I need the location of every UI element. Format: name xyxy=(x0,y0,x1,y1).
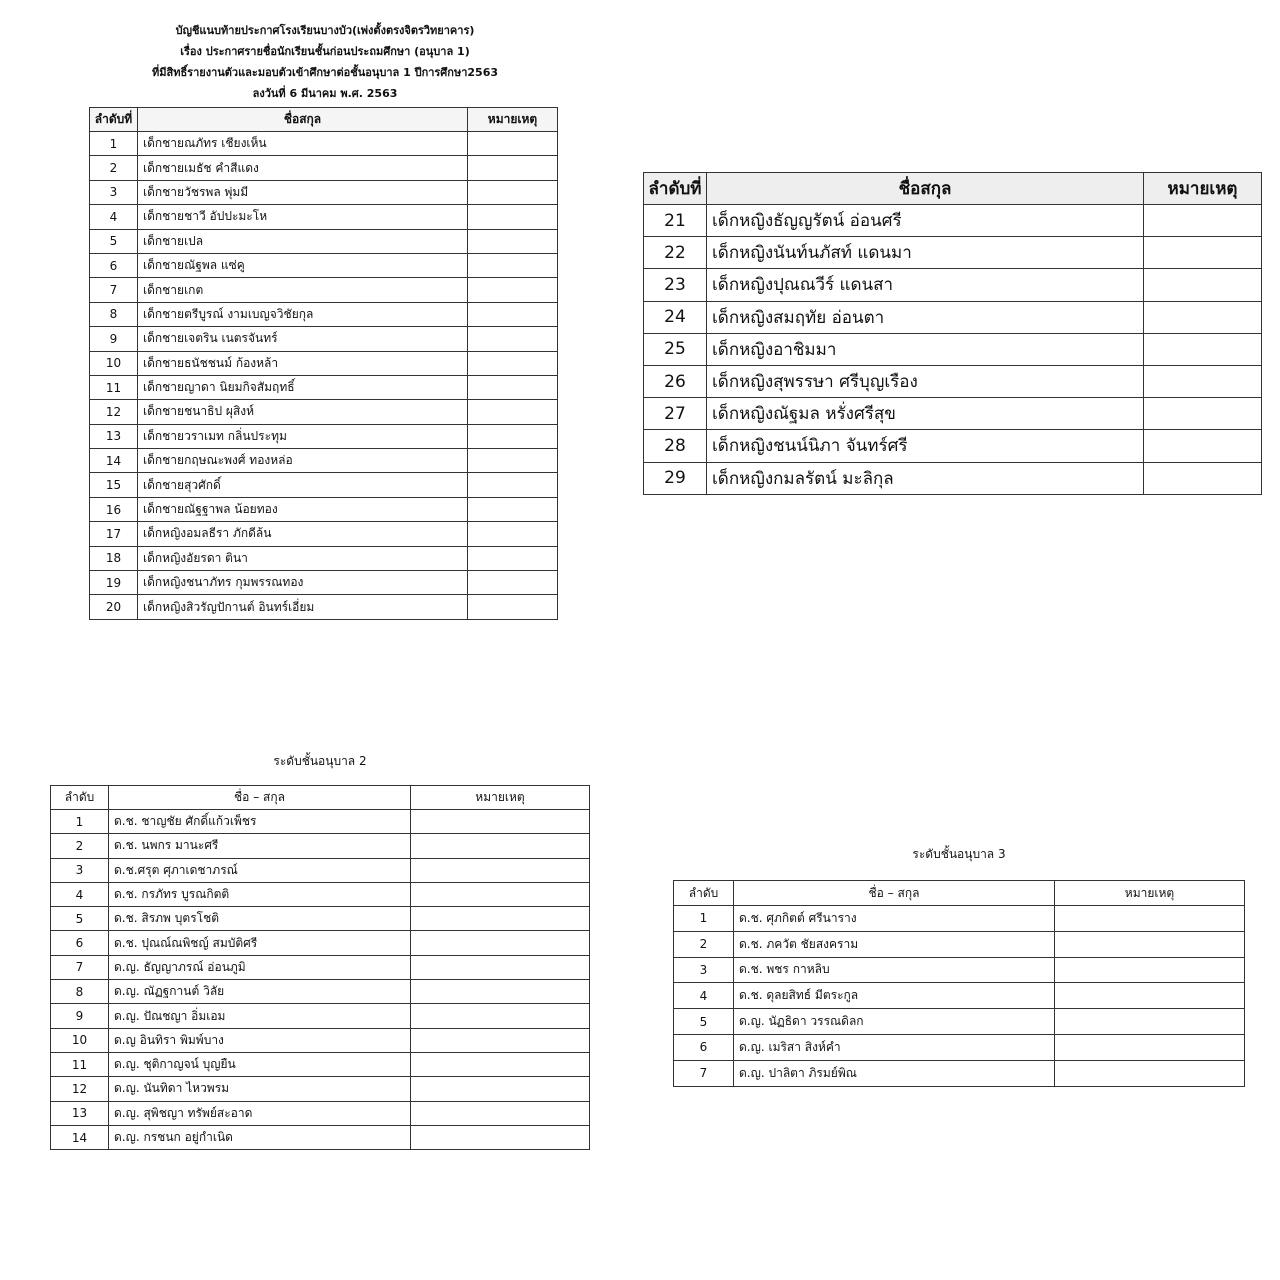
student-name: ด.ญ. ธัญญาภรณ์ อ่อนภูมิ xyxy=(109,955,411,979)
table-row xyxy=(90,571,558,595)
table-row xyxy=(674,957,1245,983)
header-line-3: ที่มีสิทธิ์รายงานตัวและมอบตัวเข้าศึกษาต่อชั้นอนุบาล 1 ปีการศึกษา2563 xyxy=(151,66,498,79)
table-row xyxy=(90,522,558,546)
announcement-header xyxy=(90,20,560,104)
table-row xyxy=(90,375,558,399)
table-row xyxy=(644,269,1262,301)
column-header-note: หมายเหตุ xyxy=(1144,173,1262,205)
table-row xyxy=(644,301,1262,333)
row-number: 1 xyxy=(51,810,109,834)
table-row xyxy=(644,205,1262,237)
table-row xyxy=(51,1028,590,1052)
row-number: 2 xyxy=(674,931,734,957)
table-row xyxy=(90,400,558,424)
table-row xyxy=(51,1101,590,1125)
row-note xyxy=(1055,931,1245,957)
row-number: 9 xyxy=(90,327,138,351)
student-name: ด.ช. ปุณณ์ณพิชญ์ สมบัติศรี xyxy=(109,931,411,955)
row-number: 3 xyxy=(90,180,138,204)
row-number: 14 xyxy=(51,1125,109,1149)
student-name: เด็กหญิงสุพรรษา ศรีบุญเรือง xyxy=(707,365,1144,397)
anubal1-cont-table-wrapper xyxy=(643,172,1262,495)
row-note xyxy=(468,449,558,473)
row-note xyxy=(1144,333,1262,365)
row-number: 12 xyxy=(90,400,138,424)
student-name: เด็กชายเกต xyxy=(138,278,468,302)
row-note xyxy=(411,858,590,882)
row-note xyxy=(468,497,558,521)
row-number: 10 xyxy=(90,351,138,375)
column-header-name: ชื่อสกุล xyxy=(138,108,468,132)
student-name: เด็กหญิงปุณณวีร์ แดนสา xyxy=(707,269,1144,301)
row-number: 19 xyxy=(90,571,138,595)
table-row xyxy=(674,1060,1245,1086)
row-note xyxy=(468,253,558,277)
table-row xyxy=(90,327,558,351)
row-note xyxy=(1144,462,1262,494)
student-name: เด็กหญิงชนน์นิภา จันทร์ศรี xyxy=(707,430,1144,462)
column-header-name: ชื่อ – สกุล xyxy=(109,786,411,810)
table-row xyxy=(90,302,558,326)
anubal3-section xyxy=(673,845,1245,1087)
row-number: 11 xyxy=(51,1052,109,1076)
row-note xyxy=(1055,1009,1245,1035)
column-header-number: ลำดับที่ xyxy=(90,108,138,132)
student-name: เด็กชายตรีบูรณ์ งามเบญจวิชัยกุล xyxy=(138,302,468,326)
row-note xyxy=(411,907,590,931)
column-header-name: ชื่อสกุล xyxy=(707,173,1144,205)
row-number: 4 xyxy=(90,205,138,229)
column-header-note: หมายเหตุ xyxy=(411,786,590,810)
student-name: เด็กชายธนัชชนม์ ก้องหล้า xyxy=(138,351,468,375)
row-number: 22 xyxy=(644,237,707,269)
row-note xyxy=(411,931,590,955)
student-name: ด.ช. ศุภกิตต์ ศรีนาราง xyxy=(734,906,1055,932)
table-row xyxy=(674,931,1245,957)
student-name: ด.ช. สิรภพ บุตรโชติ xyxy=(109,907,411,931)
student-name: เด็กชายกฤษณะพงศ์ ทองหล่อ xyxy=(138,449,468,473)
row-number: 10 xyxy=(51,1028,109,1052)
row-note xyxy=(1055,906,1245,932)
table-row xyxy=(90,424,558,448)
student-name: ด.ญ. ชุติกาญจน์ บุญยืน xyxy=(109,1052,411,1076)
table-row xyxy=(90,132,558,156)
table-row xyxy=(51,931,590,955)
row-note xyxy=(468,375,558,399)
student-name: เด็กชายชาวี อัปปะมะโห xyxy=(138,205,468,229)
student-name: ด.ช. นพกร มานะศรี xyxy=(109,834,411,858)
table-row xyxy=(674,983,1245,1009)
row-note xyxy=(411,1004,590,1028)
row-note xyxy=(468,229,558,253)
row-number: 7 xyxy=(90,278,138,302)
row-number: 5 xyxy=(90,229,138,253)
column-header-number: ลำดับ xyxy=(51,786,109,810)
student-name: ด.ญ. ปาลิตา ภิรมย์พิณ xyxy=(734,1060,1055,1086)
table-row xyxy=(51,810,590,834)
anubal1-cont-table xyxy=(643,172,1262,495)
table-row xyxy=(90,595,558,619)
table-row xyxy=(90,229,558,253)
row-note xyxy=(468,132,558,156)
student-name: ด.ช. กรภัทร บูรณกิตติ xyxy=(109,882,411,906)
student-name: ด.ญ. เมริสา สิงห์คำ xyxy=(734,1034,1055,1060)
row-number: 26 xyxy=(644,365,707,397)
row-note xyxy=(411,1101,590,1125)
table-row xyxy=(51,858,590,882)
student-name: เด็กหญิงอัยรดา ตินา xyxy=(138,546,468,570)
student-name: ด.ช. พชร กาหลิบ xyxy=(734,957,1055,983)
row-number: 5 xyxy=(51,907,109,931)
table-row xyxy=(51,1052,590,1076)
student-name: เด็กชายเมธัช คำสีแดง xyxy=(138,156,468,180)
row-note xyxy=(1144,365,1262,397)
row-number: 27 xyxy=(644,398,707,430)
row-number: 6 xyxy=(674,1034,734,1060)
student-name: ด.ญ อินทิรา พิมพ์บาง xyxy=(109,1028,411,1052)
table-row xyxy=(644,365,1262,397)
table-row xyxy=(644,462,1262,494)
row-number: 15 xyxy=(90,473,138,497)
row-number: 16 xyxy=(90,497,138,521)
student-name: เด็กหญิงสมฤทัย อ่อนตา xyxy=(707,301,1144,333)
student-name: เด็กหญิงชนาภัทร กุมพรรณทอง xyxy=(138,571,468,595)
row-number: 13 xyxy=(51,1101,109,1125)
column-header-number: ลำดับ xyxy=(674,881,734,906)
row-note xyxy=(468,156,558,180)
student-name: เด็กหญิงอมลธีรา ภักดีล้น xyxy=(138,522,468,546)
anubal2-section xyxy=(50,752,590,1150)
row-number: 12 xyxy=(51,1077,109,1101)
row-number: 25 xyxy=(644,333,707,365)
student-name: เด็กชายวราเมท กลิ่นประทุม xyxy=(138,424,468,448)
table-row xyxy=(644,430,1262,462)
row-note xyxy=(468,424,558,448)
anubal3-caption: ระดับชั้นอนุบาล 3 xyxy=(912,847,1006,861)
student-name: เด็กชายชนาธิป ผุสิงห์ xyxy=(138,400,468,424)
student-name: เด็กหญิงอาชิมมา xyxy=(707,333,1144,365)
row-note xyxy=(411,810,590,834)
table-row xyxy=(90,205,558,229)
row-note xyxy=(411,980,590,1004)
student-name: ด.ช. ดุลยสิทธ์ มีตระกูล xyxy=(734,983,1055,1009)
column-header-number: ลำดับที่ xyxy=(644,173,707,205)
student-name: ด.ญ. สุพิชญา ทรัพย์สะอาด xyxy=(109,1101,411,1125)
row-note xyxy=(411,1028,590,1052)
table-row xyxy=(51,955,590,979)
table-row xyxy=(644,333,1262,365)
row-note xyxy=(411,1052,590,1076)
table-row xyxy=(51,980,590,1004)
table-row xyxy=(90,497,558,521)
student-name: เด็กชายเจตริน เนตรจันทร์ xyxy=(138,327,468,351)
table-row xyxy=(90,351,558,375)
table-row xyxy=(644,398,1262,430)
row-number: 9 xyxy=(51,1004,109,1028)
row-note xyxy=(411,834,590,858)
row-number: 2 xyxy=(51,834,109,858)
row-number: 13 xyxy=(90,424,138,448)
row-number: 3 xyxy=(674,957,734,983)
row-note xyxy=(1055,983,1245,1009)
row-number: 20 xyxy=(90,595,138,619)
row-number: 2 xyxy=(90,156,138,180)
student-name: ด.ญ. ปัณชญา อิ่มเอม xyxy=(109,1004,411,1028)
student-name: เด็กชายสุวศักดิ์ xyxy=(138,473,468,497)
student-name: เด็กชายเปล xyxy=(138,229,468,253)
header-line-1: บัญชีแนบท้ายประกาศโรงเรียนบางบัว(เพ่งตั้งตรงจิตรวิทยาคาร) xyxy=(175,24,475,37)
student-name: ด.ญ. กรชนก อยู่กำเนิด xyxy=(109,1125,411,1149)
row-note xyxy=(468,205,558,229)
table-row xyxy=(674,906,1245,932)
row-note xyxy=(411,882,590,906)
row-number: 14 xyxy=(90,449,138,473)
row-number: 29 xyxy=(644,462,707,494)
student-name: เด็กชายณัฐฐาพล น้อยทอง xyxy=(138,497,468,521)
row-note xyxy=(411,955,590,979)
table-row xyxy=(90,449,558,473)
row-number: 8 xyxy=(51,980,109,1004)
row-note xyxy=(468,302,558,326)
row-note xyxy=(411,1125,590,1149)
student-name: เด็กชายวัชรพล พุ่มมี xyxy=(138,180,468,204)
column-header-note: หมายเหตุ xyxy=(1055,881,1245,906)
anubal3-table xyxy=(673,880,1245,1087)
student-name: เด็กหญิงธัญญรัตน์ อ่อนศรี xyxy=(707,205,1144,237)
table-row xyxy=(90,156,558,180)
anubal2-table xyxy=(50,785,590,1150)
row-note xyxy=(1055,1034,1245,1060)
row-note xyxy=(468,571,558,595)
row-number: 21 xyxy=(644,205,707,237)
row-number: 3 xyxy=(51,858,109,882)
header-line-2: เรื่อง ประกาศรายชื่อนักเรียนชั้นก่อนประถมศึกษา (อนุบาล 1) xyxy=(180,45,470,58)
table-row xyxy=(51,834,590,858)
student-name: ด.ญ. นัฏธิดา วรรณดิลก xyxy=(734,1009,1055,1035)
student-name: ด.ญ. นันทิดา ไหวพรม xyxy=(109,1077,411,1101)
row-note xyxy=(468,522,558,546)
table-row xyxy=(51,1125,590,1149)
row-note xyxy=(1144,269,1262,301)
row-note xyxy=(468,327,558,351)
row-number: 18 xyxy=(90,546,138,570)
row-note xyxy=(468,595,558,619)
student-name: เด็กชายณัฐพล แซ่คู xyxy=(138,253,468,277)
table-row xyxy=(51,882,590,906)
anubal1-table xyxy=(89,107,558,620)
student-name: ด.ช. ภควัต ชัยสงคราม xyxy=(734,931,1055,957)
student-name: เด็กชายญาดา นิยมกิจสัมฤทธิ์ xyxy=(138,375,468,399)
row-note xyxy=(468,180,558,204)
row-note xyxy=(468,400,558,424)
row-note xyxy=(1144,301,1262,333)
student-name: เด็กชายณภัทร เชียงเห็น xyxy=(138,132,468,156)
row-number: 11 xyxy=(90,375,138,399)
student-name: ด.ช. ชาญชัย ศักดิ์แก้วเพ็ชร xyxy=(109,810,411,834)
row-note xyxy=(411,1077,590,1101)
student-name: เด็กหญิงนันท์นภัสท์ แดนมา xyxy=(707,237,1144,269)
student-name: เด็กหญิงกมลรัตน์ มะลิกุล xyxy=(707,462,1144,494)
row-number: 8 xyxy=(90,302,138,326)
table-row xyxy=(90,180,558,204)
anubal2-caption: ระดับชั้นอนุบาล 2 xyxy=(273,754,367,768)
row-number: 5 xyxy=(674,1009,734,1035)
column-header-name: ชื่อ – สกุล xyxy=(734,881,1055,906)
student-name: เด็กหญิงณัฐมล หรั่งศรีสุข xyxy=(707,398,1144,430)
header-line-4: ลงวันที่ 6 มีนาคม พ.ศ. 2563 xyxy=(252,87,398,100)
row-number: 23 xyxy=(644,269,707,301)
table-row xyxy=(90,253,558,277)
row-number: 6 xyxy=(51,931,109,955)
table-row xyxy=(51,907,590,931)
row-number: 28 xyxy=(644,430,707,462)
row-note xyxy=(468,473,558,497)
row-note xyxy=(1144,398,1262,430)
row-number: 24 xyxy=(644,301,707,333)
table-row xyxy=(644,237,1262,269)
student-name: เด็กหญิงสิวรัญปักานต์ อินทร์เอี่ยม xyxy=(138,595,468,619)
row-number: 6 xyxy=(90,253,138,277)
row-note xyxy=(1055,1060,1245,1086)
student-name: ด.ญ. ณัฏฐกานต์ วิลัย xyxy=(109,980,411,1004)
row-number: 7 xyxy=(51,955,109,979)
row-note xyxy=(1144,237,1262,269)
row-note xyxy=(1055,957,1245,983)
table-row xyxy=(51,1004,590,1028)
table-row xyxy=(674,1034,1245,1060)
table-row xyxy=(51,1077,590,1101)
row-note xyxy=(468,546,558,570)
row-number: 4 xyxy=(674,983,734,1009)
row-number: 4 xyxy=(51,882,109,906)
row-note xyxy=(1144,430,1262,462)
row-number: 1 xyxy=(674,906,734,932)
table-row xyxy=(674,1009,1245,1035)
student-name: ด.ช.ศรุต ศุภาเดชาภรณ์ xyxy=(109,858,411,882)
anubal1-table-wrapper xyxy=(89,107,558,620)
column-header-note: หมายเหตุ xyxy=(468,108,558,132)
row-note xyxy=(468,351,558,375)
table-row xyxy=(90,278,558,302)
row-number: 7 xyxy=(674,1060,734,1086)
row-note xyxy=(1144,205,1262,237)
row-note xyxy=(468,278,558,302)
table-row xyxy=(90,546,558,570)
row-number: 1 xyxy=(90,132,138,156)
row-number: 17 xyxy=(90,522,138,546)
table-row xyxy=(90,473,558,497)
